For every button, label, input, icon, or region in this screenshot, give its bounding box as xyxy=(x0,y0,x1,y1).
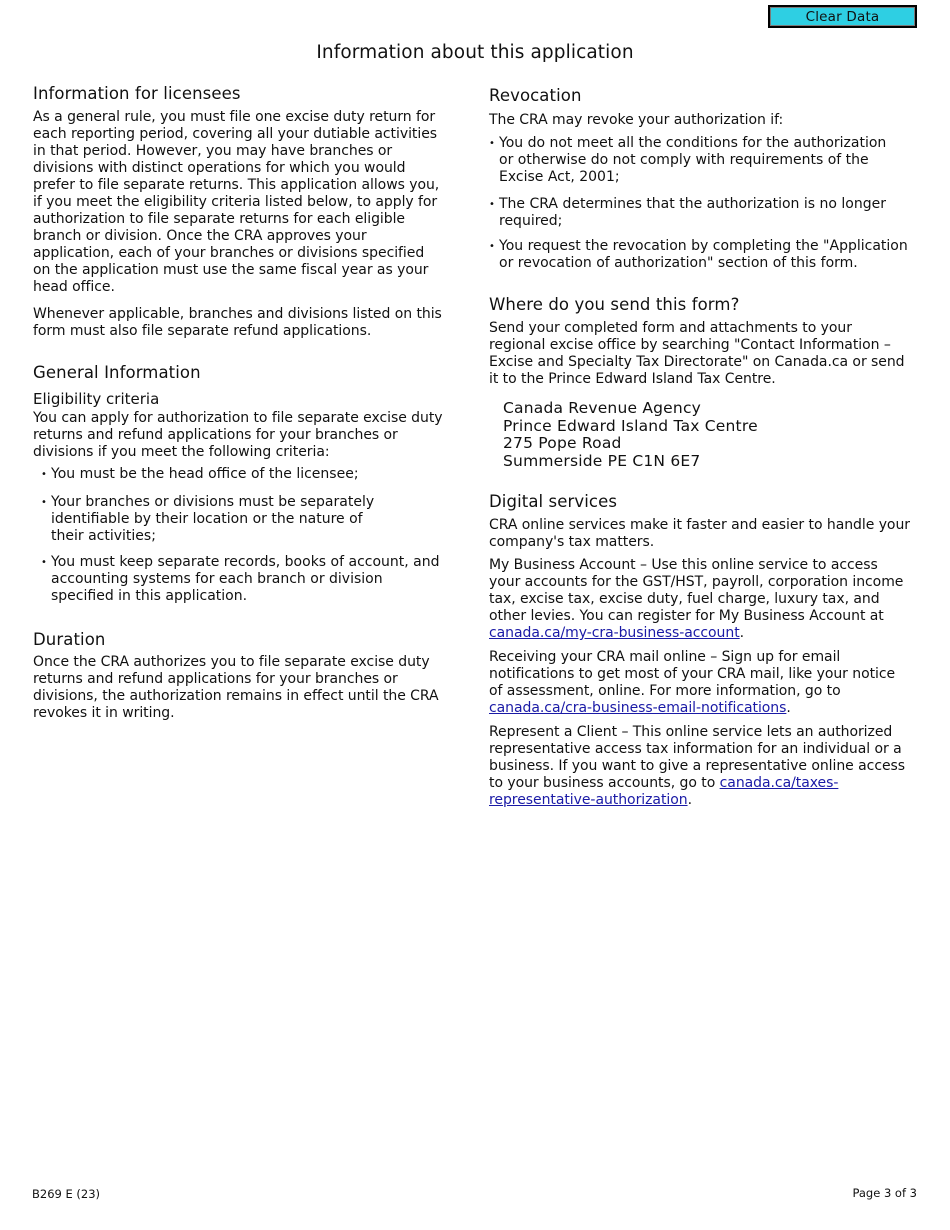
mailing-address xyxy=(489,400,911,470)
send-heading: Where do you send this form? xyxy=(489,295,740,314)
list-item: • You must keep separate records, books of account, and accounting systems for each branch or division specified in this application. xyxy=(41,554,445,605)
represent-client-text xyxy=(489,724,911,809)
email-notifications-text xyxy=(489,649,911,717)
list-item: • You do not meet all the conditions for the authorization or otherwise do not comply with requirements of the Excise Act, 2001; xyxy=(489,135,911,186)
list-item: • You must be the head office of the licensee; xyxy=(41,466,445,483)
eligibility-heading: Eligibility criteria xyxy=(33,390,160,408)
period: . xyxy=(687,792,692,808)
revocation-list xyxy=(489,135,911,272)
mba-link[interactable]: canada.ca/my-cra-business-account xyxy=(489,625,740,641)
address-line: Prince Edward Island Tax Centre xyxy=(503,416,758,435)
general-heading: General Information xyxy=(33,363,201,382)
form-identifier: B269 E (23) xyxy=(32,1187,101,1201)
digital-heading: Digital services xyxy=(489,492,618,511)
eligibility-list xyxy=(33,466,445,605)
mba-description: My Business Account – Use this online service to access your accounts for the GST/HST, payroll, corporation income tax, excise tax, excise duty, fuel charge, luxury tax, and other levies. You can register for My Business Account at xyxy=(489,557,904,624)
eligibility-intro: You can apply for authorization to file separate excise duty returns and refund applications for your branches or divisions if you meet the following criteria: xyxy=(33,410,443,460)
send-text: Send your completed form and attachments to your regional excise office by searching "Contact Information – Excise and Specialty Tax Directorate" on Canada.ca or send it to the Prince Edward Island Tax Centre. xyxy=(489,320,905,387)
period: . xyxy=(739,625,745,641)
list-item: • You request the revocation by completing the "Application or revocation of authorization" section of this form. xyxy=(489,238,911,272)
list-item: • The CRA determines that the authorization is no longer required; xyxy=(489,196,911,230)
duration-heading: Duration xyxy=(33,630,106,649)
my-business-account-text xyxy=(489,557,911,642)
clear-data-button[interactable]: Clear Data xyxy=(768,5,917,28)
mail-description: Receiving your CRA mail online – Sign up for email notifications to get most of your CRA mail, like your notice of assessment, online. For more information, go to xyxy=(489,649,896,699)
duration-text: Once the CRA authorizes you to file separate excise duty returns and refund applications for your branches or divisions, the authorization remains in effect until the CRA revokes it in writing. xyxy=(33,654,439,721)
rep-description: Represent a Client – This online service lets an authorized representative access tax information for an individual or a business. If you want to give a representative online access to your business accounts, go to xyxy=(489,724,906,791)
page-title: Information about this application xyxy=(316,42,634,63)
address-line: Canada Revenue Agency xyxy=(503,399,702,417)
licensees-para-1: As a general rule, you must file one excise duty return for each reporting period, covering all your dutiable activities in that period. However, you may have branches or divisions with distinct operations for which you would prefer to file separate returns. This application allows you, if you meet the eligibility criteria listed below, to apply for authorization to file separate returns for each eligible branch or division. Once the CRA approves your application, each of your branches or divisions specified on the application must use the same fiscal year as your head office. xyxy=(33,109,440,295)
right-column xyxy=(489,86,911,809)
licensees-para-2: Whenever applicable, branches and divisions listed on this form must also file separate refund applications. xyxy=(33,306,442,339)
representative-authorization-link[interactable]: canada.ca/taxes-representative-authorization xyxy=(489,775,839,808)
period: . xyxy=(786,700,791,716)
left-column xyxy=(33,84,445,722)
address-line: Summerside PE C1N 6E7 xyxy=(503,451,701,470)
page-number: Page 3 of 3 xyxy=(852,1186,917,1200)
revocation-intro: The CRA may revoke your authorization if: xyxy=(489,112,784,128)
list-item: • Your branches or divisions must be separately identifiable by their location or the nature of their activities; xyxy=(41,494,445,545)
address-line: 275 Pope Road xyxy=(503,434,622,452)
digital-intro: CRA online services make it faster and easier to handle your company's tax matters. xyxy=(489,517,910,550)
email-notifications-link[interactable]: canada.ca/cra-business-email-notifications xyxy=(489,700,787,716)
revocation-heading: Revocation xyxy=(489,86,582,105)
licensees-heading: Information for licensees xyxy=(33,84,241,103)
